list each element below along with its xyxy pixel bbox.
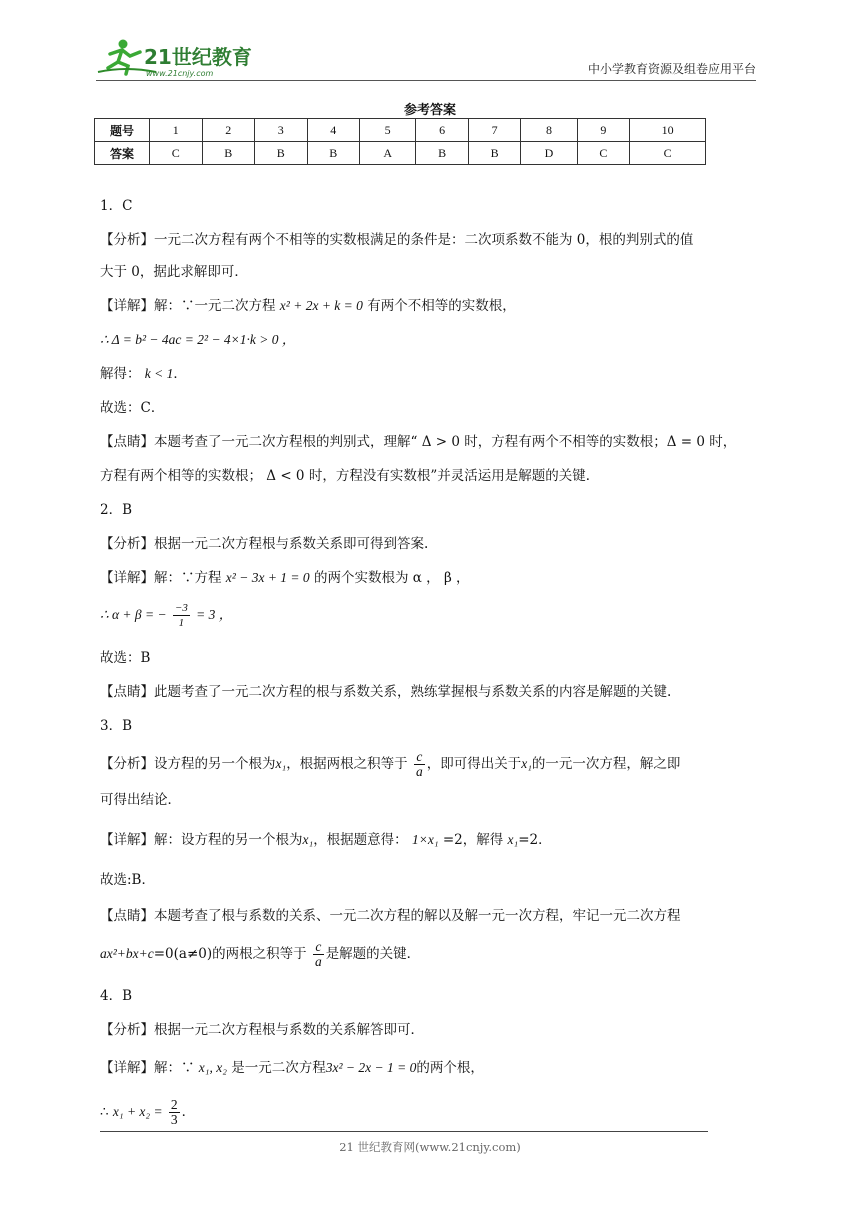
q1-detail — [100, 296, 516, 316]
q3-detail-b: ，根据题意得： — [313, 832, 408, 848]
q2-comment: 【点睛】此题考查了一元二次方程的根与系数关系，熟练掌握根与系数关系的内容是解题的关键. — [100, 684, 672, 700]
q2-detail-suffix: 的两个实数根为 α ， β ， — [313, 570, 470, 586]
q2-select: 故选：B — [100, 650, 151, 666]
q1-solve-expr: k < 1 — [144, 366, 174, 381]
q4-frac-den: 3 — [170, 1112, 178, 1127]
table-cell: D — [521, 142, 577, 165]
table-cell: B — [416, 142, 469, 165]
table-cell: 9 — [577, 119, 630, 142]
table-row — [95, 142, 706, 165]
q3-ca-fraction — [313, 940, 324, 969]
q2-frac-num: −3 — [174, 602, 188, 614]
q3-detail-c: =2，解得 — [442, 832, 504, 848]
logo-url-text: www.21cnjy.com — [146, 69, 214, 78]
q1-discriminant: ∴ Δ = b² − 4ac = 2² − 4×1·k > 0 ， — [100, 332, 296, 347]
q1-comment-line2: 方程有两个相等的实数根； Δ < 0 时，方程没有实数根”并灵活运用是解题的关键． — [100, 468, 600, 484]
q4-frac-num: 2 — [170, 1097, 178, 1112]
footer-divider — [100, 1131, 708, 1132]
q3-frac-a: a — [314, 954, 322, 969]
table-cell: 3 — [255, 119, 308, 142]
q3-x1-var: x₁ — [521, 756, 532, 771]
q4-detail-mid: 是一元二次方程 — [231, 1060, 326, 1076]
q3-product-expr: 1×x₁ — [411, 832, 439, 847]
q4-equation: 3x² − 2x − 1 = 0 — [325, 1060, 417, 1075]
table-cell: C — [577, 142, 630, 165]
logo-brand-text: 21世纪教育 — [144, 45, 252, 69]
answer-key-table — [94, 118, 706, 165]
table-cell: A — [360, 142, 416, 165]
q2-sum-suffix: = 3 ， — [196, 607, 233, 622]
table-cell: 2 — [202, 119, 255, 142]
q3-general-eq: ax²+bx+c — [100, 946, 154, 961]
q4-heading: 4．B — [100, 988, 133, 1004]
table-cell: B — [255, 142, 308, 165]
q3-x1-var: x₁ — [302, 832, 314, 847]
q1-solve-prefix: 解得： — [100, 366, 141, 382]
table-cell: C — [150, 142, 203, 165]
q1-comment-line1: 【点睛】本题考查了一元二次方程根的判别式，理解“ Δ > 0 时，方程有两个不相等的实数根；Δ = 0 时， — [100, 434, 737, 450]
q3-ca-fraction — [414, 750, 425, 779]
table-row — [95, 119, 706, 142]
table-cell: B — [307, 142, 360, 165]
table-cell: 8 — [521, 119, 577, 142]
q1-heading: 1．C — [100, 198, 133, 214]
q1-analysis-line2: 大于 0，据此求解即可． — [100, 264, 248, 280]
q4-detail-prefix: 【详解】解：∵ — [100, 1060, 195, 1076]
q2-fraction — [173, 601, 190, 630]
table-cell: 7 — [468, 119, 521, 142]
row-label-number: 题号 — [95, 119, 150, 142]
table-cell: 1 — [150, 119, 203, 142]
table-cell: B — [468, 142, 521, 165]
q3-comment-line1: 【点睛】本题考查了根与系数的关系、一元二次方程的解以及解一元一次方程，牢记一元二次方程 — [100, 908, 681, 924]
table-cell: 10 — [630, 119, 706, 142]
q1-detail-suffix: 有两个不相等的实数根， — [367, 298, 516, 314]
table-cell: 6 — [416, 119, 469, 142]
table-cell: C — [630, 142, 706, 165]
q4-root-sum: ∴ x₁ + x₂ = $\frac{2}{3}$ ． — [100, 1097, 196, 1127]
q3-comment-b: 是解题的关键． — [325, 946, 421, 962]
q3-frac-a: a — [415, 764, 423, 779]
table-cell: 5 — [360, 119, 416, 142]
q4-detail — [100, 1058, 484, 1078]
q3-frac-c: c — [414, 750, 425, 765]
q3-detail-a: 【详解】解：设方程的另一个根为 — [100, 832, 303, 848]
q1-detail-prefix: 【详解】解：∵一元二次方程 — [100, 298, 276, 314]
q3-select: 故选:B． — [100, 872, 155, 888]
q4-detail-suffix: 的两个根， — [416, 1060, 484, 1076]
q2-root-sum — [100, 600, 232, 630]
q2-analysis: 【分析】根据一元二次方程根与系数关系即可得到答案. — [100, 536, 429, 552]
q3-frac-c: c — [313, 940, 324, 955]
header-divider — [96, 80, 756, 81]
q3-comment-line2 — [100, 936, 420, 972]
q3-comment-a: =0(a≠0)的两根之积等于 — [153, 946, 307, 962]
q4-sum-expr: x₁ + x₂ = — [112, 1104, 163, 1119]
q4-fraction — [169, 1098, 180, 1127]
table-cell: B — [202, 142, 255, 165]
q2-detail-prefix: 【详解】解：∵方程 — [100, 570, 222, 586]
site-logo — [96, 36, 256, 78]
q2-heading: 2．B — [100, 502, 133, 518]
q3-x1-var: x₁ — [507, 832, 519, 847]
q1-solution: 解得： k < 1． — [100, 366, 187, 382]
q3-analysis-a: 【分析】设方程的另一个根为 — [100, 756, 276, 772]
q2-sum-prefix: ∴ α + β = − — [100, 607, 167, 622]
q3-detail-d: =2． — [518, 832, 552, 848]
q2-equation: x² − 3x + 1 = 0 — [225, 570, 310, 585]
q4-sum-prefix: ∴ — [100, 1104, 109, 1120]
table-cell: 4 — [307, 119, 360, 142]
q1-analysis-line1: 【分析】一元二次方程有两个不相等的实数根满足的条件是：二次项系数不能为 0，根的判别式的值 — [100, 232, 694, 248]
q3-detail — [100, 830, 552, 850]
q4-analysis: 【分析】根据一元二次方程根与系数的关系解答即可． — [100, 1022, 424, 1038]
q3-heading: 3．B — [100, 718, 133, 734]
q4-roots: x₁, x₂ — [198, 1060, 227, 1075]
answer-key-title: 参考答案 — [403, 103, 456, 118]
q3-analysis-d: 的一元一次方程，解之即 — [531, 756, 681, 772]
q1-equation: x² + 2x + k = 0 — [279, 298, 363, 313]
q2-detail — [100, 568, 470, 588]
q2-frac-den: 1 — [178, 617, 185, 629]
q1-select: 故选：C． — [100, 400, 165, 416]
q3-analysis-b: ，根据两根之积等于 — [286, 756, 408, 772]
q3-analysis-line1 — [100, 746, 680, 782]
q3-analysis-line2: 可得出结论． — [100, 792, 181, 808]
q3-x1-var: x₁ — [275, 756, 287, 771]
footer-site-label: 21 世纪教育网(www.21cnjy.com) — [339, 1140, 521, 1154]
row-label-answer: 答案 — [95, 142, 150, 165]
q3-analysis-c: ，即可得出关于 — [426, 756, 522, 772]
header-platform-label: 中小学教育资源及组卷应用平台 — [587, 62, 756, 76]
